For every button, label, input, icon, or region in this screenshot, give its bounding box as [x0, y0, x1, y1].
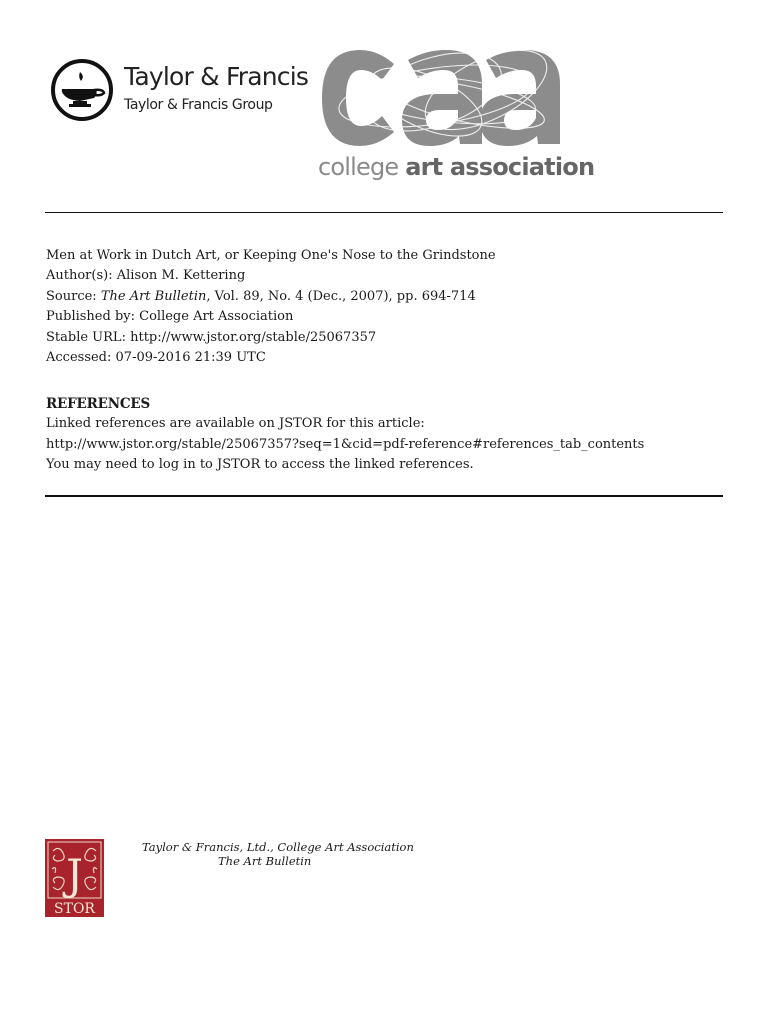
source-label: Source:	[46, 288, 97, 304]
article-publisher	[46, 307, 496, 327]
publisher-name: Taylor & Francis	[124, 62, 309, 91]
published-by-value: College Art Association	[139, 309, 294, 325]
article-source	[46, 287, 496, 307]
caa-tagline-light: college	[318, 153, 406, 181]
caa-tagline	[318, 152, 594, 182]
caa-wordmark	[316, 44, 572, 150]
journal-title: The Art Bulletin	[100, 288, 207, 304]
jstor-logo	[45, 839, 104, 917]
article-accessed	[46, 348, 496, 368]
accessed-value: 07-09-2016 21:39 UTC	[115, 349, 266, 365]
accessed-label: Accessed:	[46, 349, 112, 365]
footer-publishers: Taylor & Francis, Ltd., College Art Association	[142, 840, 414, 854]
oil-lamp-icon	[50, 58, 114, 122]
article-stable-url	[46, 328, 496, 348]
source-details: , Vol. 89, No. 4 (Dec., 2007), pp. 694-714	[206, 288, 476, 304]
taylor-francis-logo	[50, 58, 320, 124]
jstor-logo-text: STOR	[54, 901, 95, 917]
references-login-note: You may need to log in to JSTOR to access the linked references.	[46, 457, 474, 473]
article-title: Men at Work in Dutch Art, or Keeping One's Nose to the Grindstone	[46, 248, 496, 263]
references-section	[46, 394, 644, 476]
references-note: Linked references are available on JSTOR for this article:	[46, 416, 425, 432]
caa-tagline-bold: art association	[405, 153, 595, 181]
bottom-divider	[45, 495, 723, 497]
references-link[interactable]: http://www.jstor.org/stable/25067357?seq=1&cid=pdf-reference#references_tab_contents	[46, 436, 645, 452]
article-authors	[46, 266, 496, 286]
publisher-group: Taylor & Francis Group	[124, 97, 273, 113]
authors-label: Author(s):	[46, 268, 113, 284]
authors-value: Alison M. Kettering	[116, 268, 246, 284]
stable-url-label: Stable URL:	[46, 329, 126, 345]
top-divider	[45, 212, 723, 213]
jstor-logo-letter: J	[66, 850, 83, 899]
footer-journal: The Art Bulletin	[218, 854, 312, 868]
article-metadata	[46, 246, 496, 368]
references-heading: REFERENCES	[46, 396, 151, 412]
published-by-label: Published by:	[46, 309, 135, 325]
stable-url-link[interactable]: http://www.jstor.org/stable/25067357	[130, 329, 377, 345]
caa-logo	[316, 44, 595, 188]
